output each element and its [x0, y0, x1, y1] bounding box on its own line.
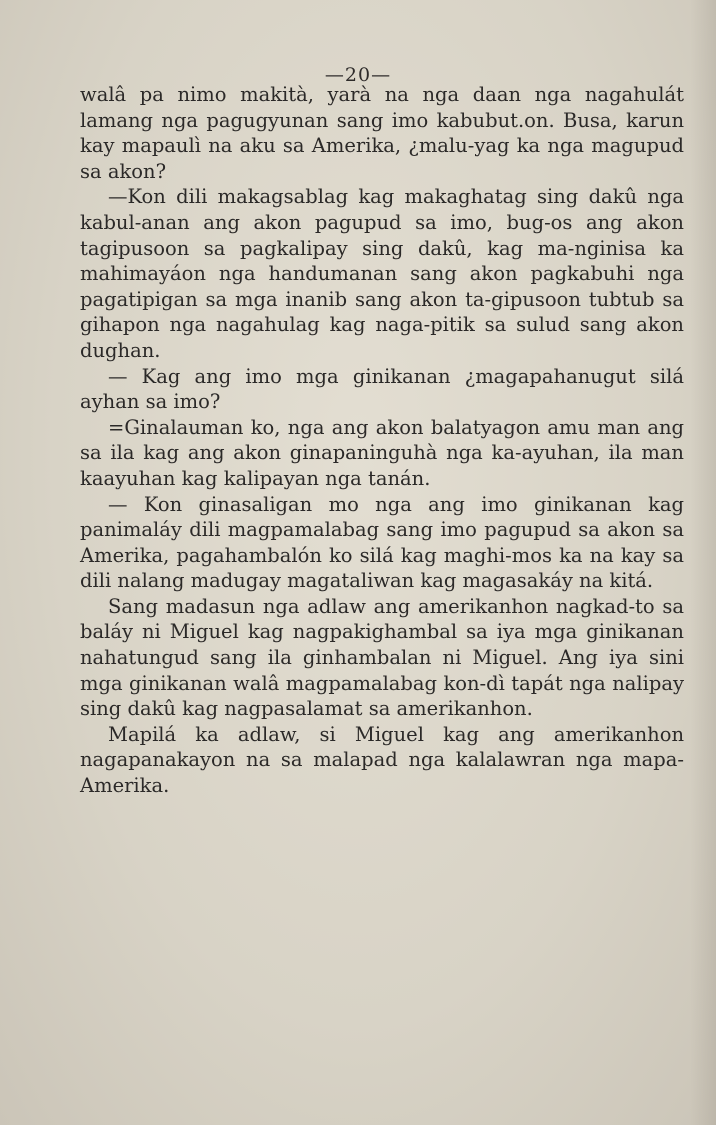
paragraph: —Kon dili makagsablag kag makaghatag sing dakû nga kabul-anan ang akon pagupud sa imo, bug-os ang akon tagipusoon sa pagkalipay sing dakû, kag ma-nginisa ka mahimayáon nga handumanan sang akon pagkabuhi nga pagatipigan sa mga inanib sang akon ta-gipusoon tubtub sa gihapon nga nagahulag kag naga-pitik sa sulud sang akon dughan.	[80, 185, 684, 362]
paragraph: — Kon ginasaligan mo nga ang imo ginikanan kag panimaláy dili magpamalabag sang imo pagupud sa akon sa Amerika, pagahambalón ko silá kag maghi-mos ka na kay sa dili nalang madugay magataliwan kag magasakáy na kitá.	[80, 492, 684, 593]
page-edge-shadow	[690, 0, 716, 1125]
paragraph: walâ pa nimo makità, yarà na nga daan nga nagahulát lamang nga pagugyunan sang imo kabubut.on. Busa, karun kay mapaulì na aku sa Amerika, ¿malu-yag ka nga magupud sa akon?	[80, 83, 684, 183]
paragraph: Sang madasun nga adlaw ang amerikanhon nagkad-to sa baláy ni Miguel kag nagpakighambal sa iya mga ginikanan nahatungud sang ila ginhambalan ni Miguel. Ang iya sini mga ginikanan walâ magpamalabag kon-dì tapát nga nalipay sing dakû kag nagpasalamat sa amerikanhon.	[80, 594, 684, 721]
body-text	[80, 82, 684, 799]
paragraph: =Ginalauman ko, nga ang akon balatyagon amu man ang sa ila kag ang akon ginapaninguhà nga ka-ayuhan, ila man kaayuhan kag kalipayan nga tanán.	[80, 415, 684, 490]
paragraph: — Kag ang imo mga ginikanan ¿magapahanugut silá ayhan sa imo?	[80, 364, 684, 414]
page-number: —20—	[324, 64, 392, 86]
paragraph: Mapilá ka adlaw, si Miguel kag ang amerikanhon nagapanakayon na sa malapad nga kalalawran nga mapa-Amerika.	[80, 722, 684, 798]
